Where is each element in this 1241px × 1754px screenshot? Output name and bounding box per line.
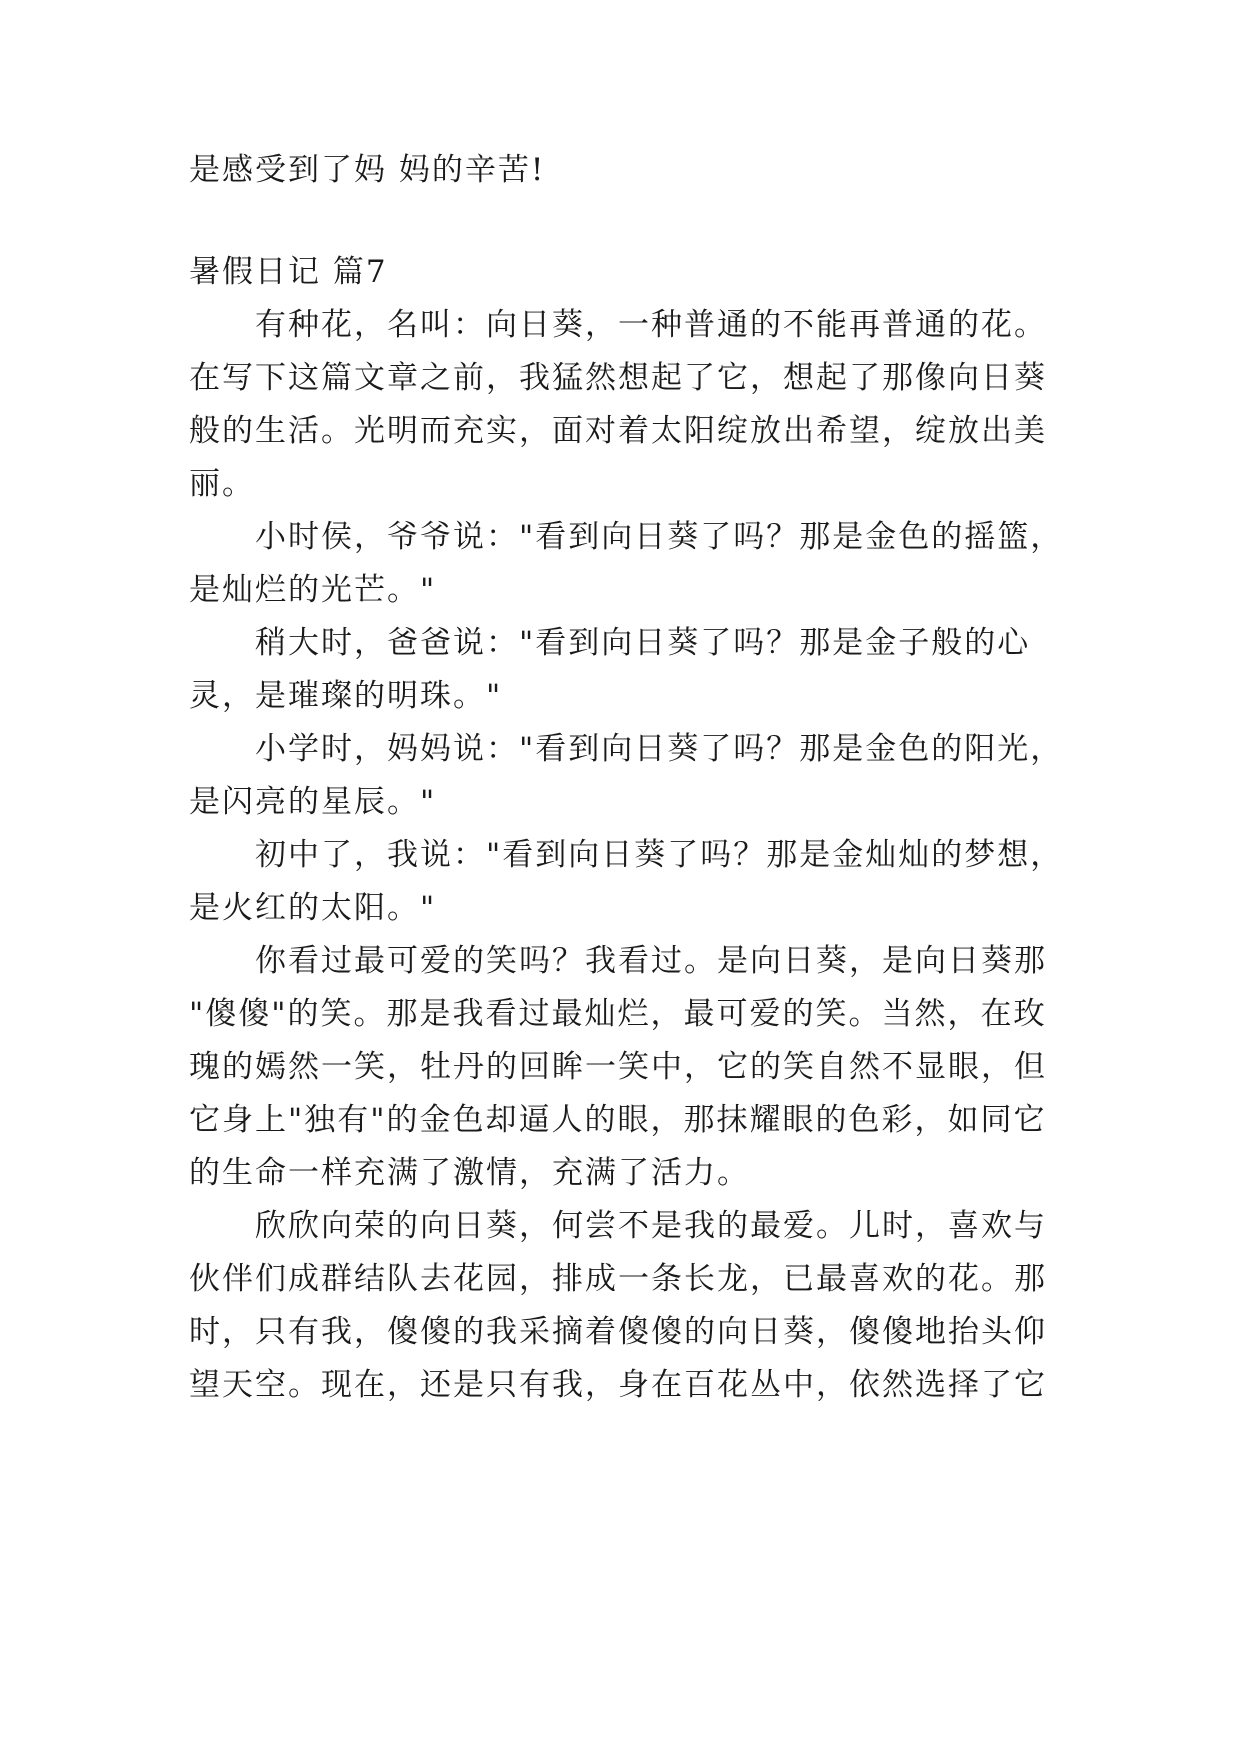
paragraph-line: 初中了，我说："看到向日葵了吗？那是金灿灿的梦想，	[255, 837, 1064, 873]
paragraph-line: 伙伴们成群结队去花园，排成一条长龙，已最喜欢的花。那	[189, 1261, 1047, 1297]
paragraph-line: 欣欣向荣的向日葵，何尝不是我的最爱。儿时，喜欢与	[255, 1208, 1047, 1244]
paragraph-line: 在写下这篇文章之前，我猛然想起了它，想起了那像向日葵	[189, 360, 1047, 396]
paragraph-line: 它身上"独有"的金色却逼人的眼，那抹耀眼的色彩，如同它	[189, 1102, 1047, 1138]
paragraph-line: 有种花，名叫：向日葵，一种普通的不能再普通的花。	[255, 307, 1047, 343]
paragraph-line: 瑰的嫣然一笑，牡丹的回眸一笑中，它的笑自然不显眼，但	[189, 1049, 1047, 1085]
intro-line: 是感受到了妈 妈的辛苦!	[189, 152, 546, 188]
paragraph-line: 是火红的太阳。"	[189, 890, 437, 926]
section-title: 暑假日记 篇7	[189, 254, 388, 290]
paragraph-line: 小时侯，爷爷说："看到向日葵了吗？那是金色的摇篮，	[255, 519, 1064, 555]
paragraph-line: 是灿烂的光芒。"	[189, 572, 437, 608]
paragraph-line: 你看过最可爱的笑吗？我看过。是向日葵，是向日葵那	[255, 943, 1047, 979]
paragraph-line: 丽。	[189, 466, 255, 502]
paragraph-line: 时，只有我，傻傻的我采摘着傻傻的向日葵，傻傻地抬头仰	[189, 1314, 1047, 1350]
paragraph-line: 稍大时，爸爸说："看到向日葵了吗？那是金子般的心	[255, 625, 1031, 661]
paragraph-line: 小学时，妈妈说："看到向日葵了吗？那是金色的阳光，	[255, 731, 1064, 767]
paragraph-line: 望天空。现在，还是只有我，身在百花丛中，依然选择了它	[189, 1367, 1047, 1403]
paragraph-line: 是闪亮的星辰。"	[189, 784, 437, 820]
paragraph-line: 灵，是璀璨的明珠。"	[189, 678, 503, 714]
paragraph-line: 般的生活。光明而充实，面对着太阳绽放出希望，绽放出美	[189, 413, 1047, 449]
paragraph-line: "傻傻"的笑。那是我看过最灿烂，最可爱的笑。当然，在玫	[189, 996, 1047, 1032]
paragraph-line: 的生命一样充满了激情，充满了活力。	[189, 1155, 750, 1191]
